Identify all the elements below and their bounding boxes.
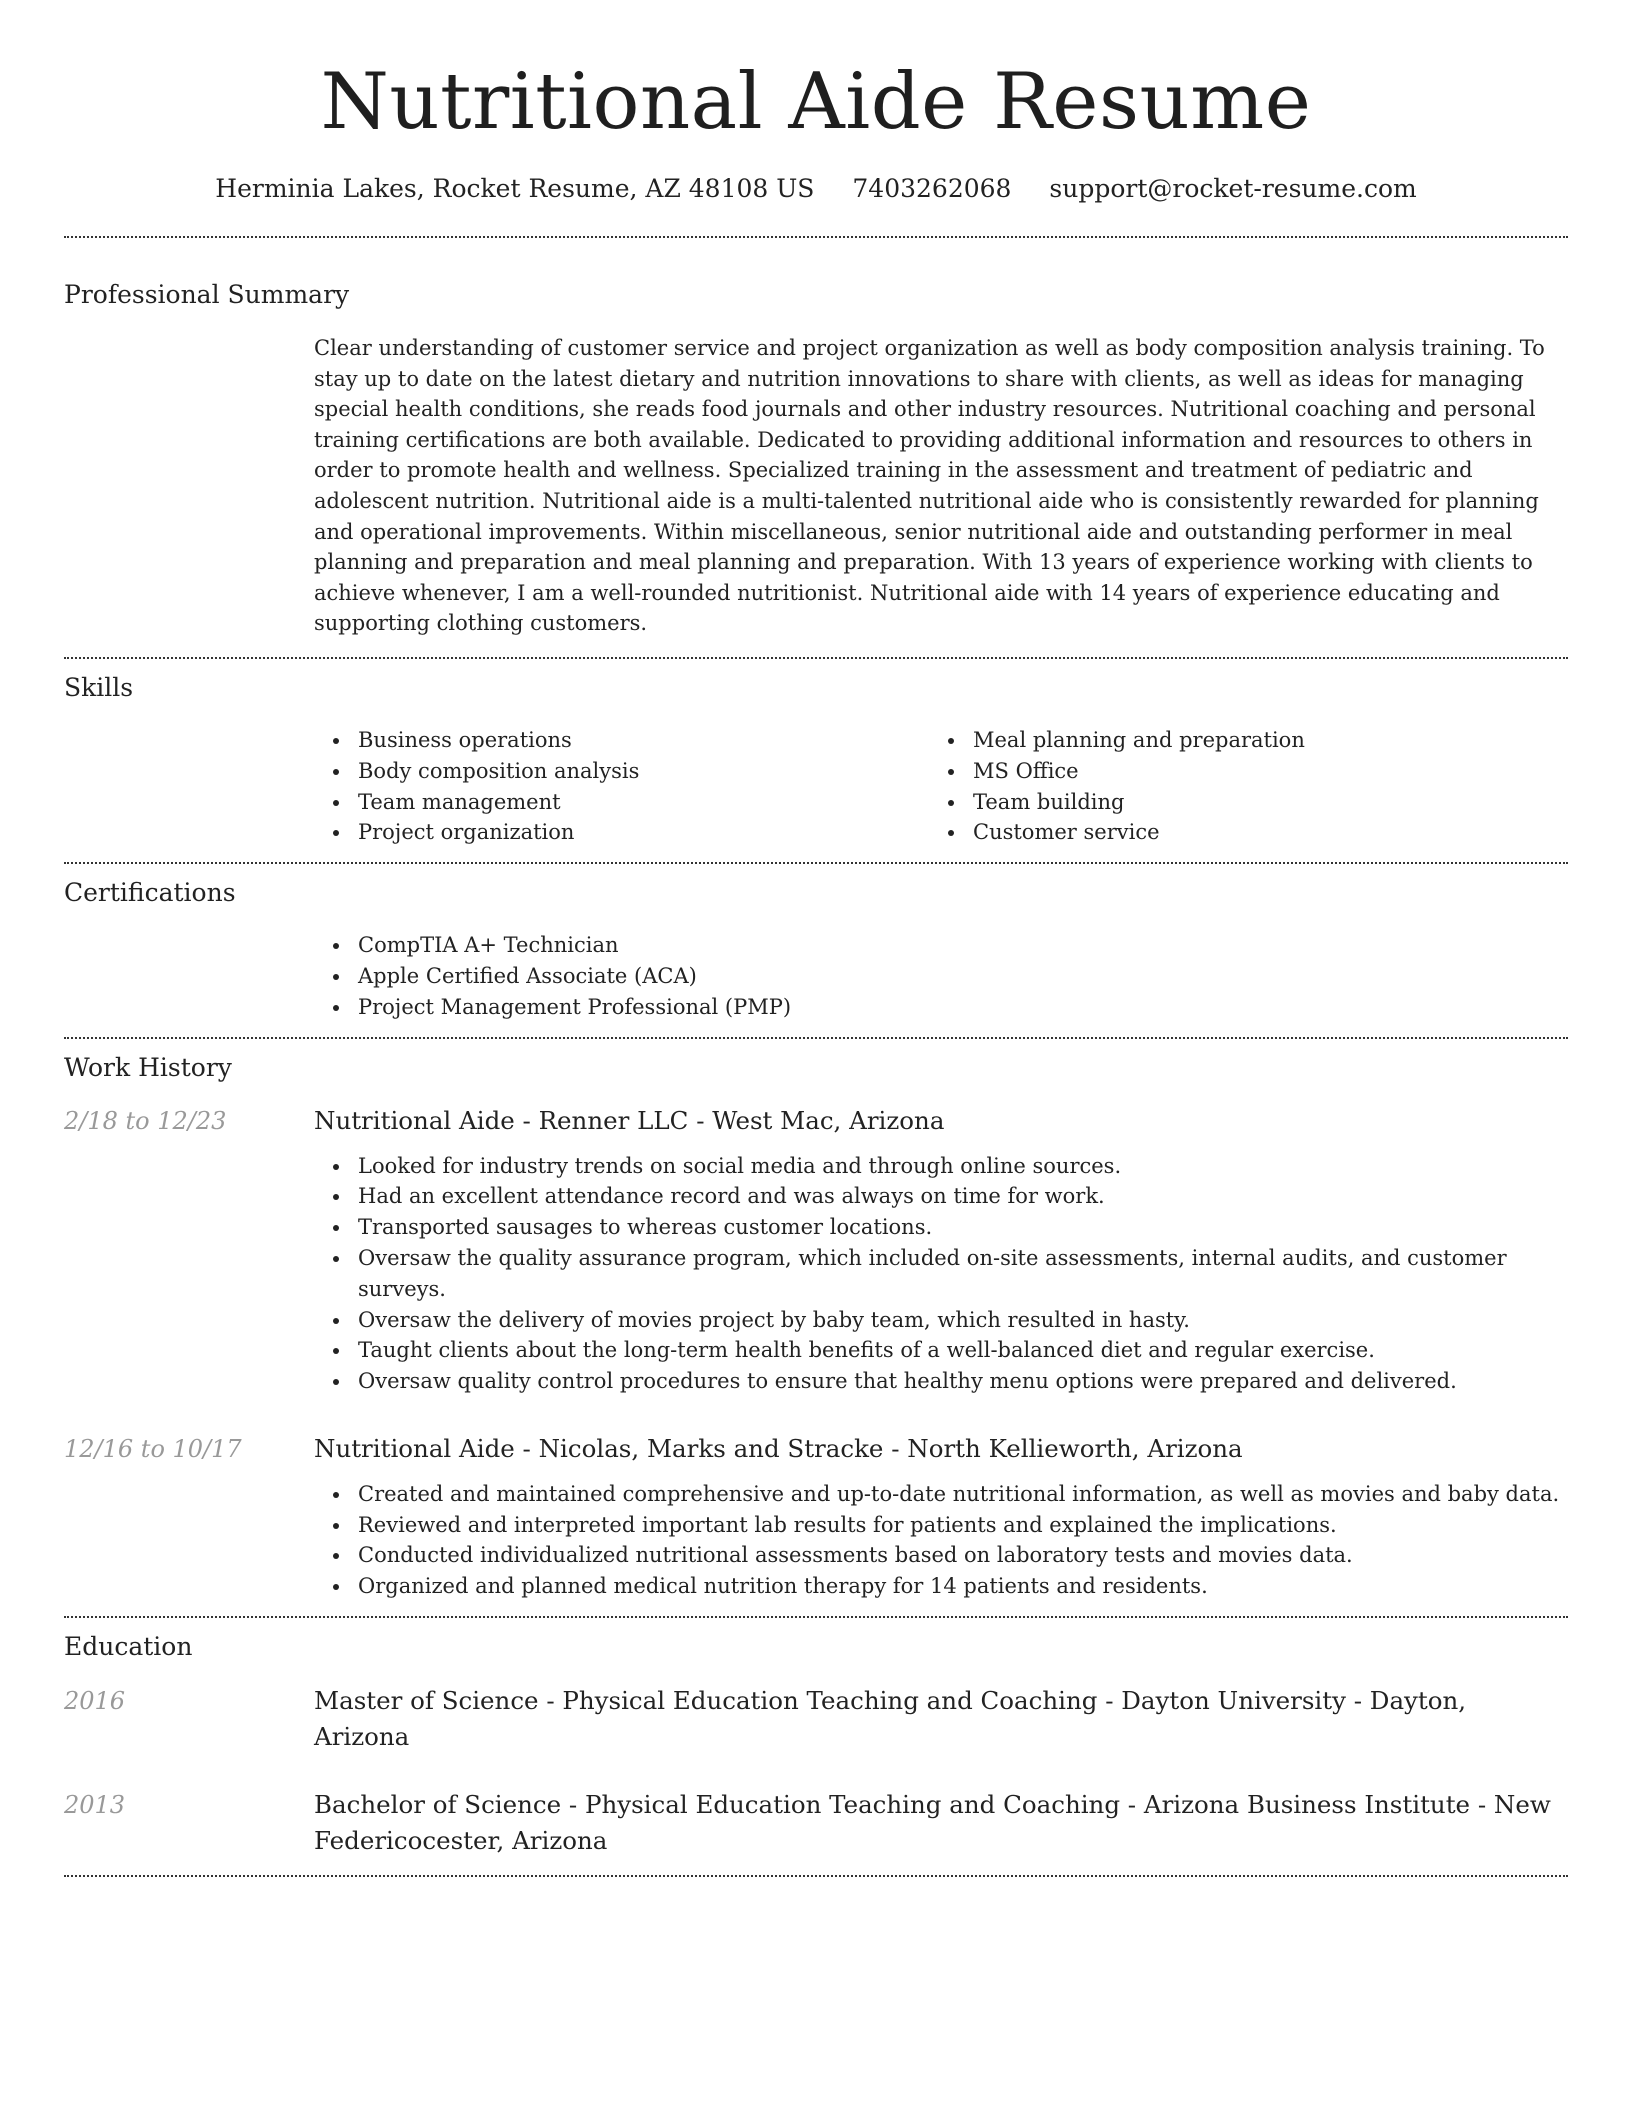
skills-column-left — [314, 725, 929, 848]
certification-item: Project Management Professional (PMP) — [314, 992, 1568, 1023]
skill-item: Business operations — [314, 725, 929, 756]
job-duty-item: Had an excellent attendance record and was always on time for work. — [314, 1181, 1568, 1212]
job-dates: 12/16 to 10/17 — [64, 1434, 242, 1463]
job-duty-item: Reviewed and interpreted important lab results for patients and explained the implications. — [314, 1510, 1568, 1541]
skill-item: Team building — [929, 787, 1544, 818]
education-degree: Bachelor of Science - Physical Education Teaching and Coaching - Arizona Business Institute - New Federicocester, Arizona — [314, 1790, 1551, 1856]
resume-page — [64, 0, 1568, 1877]
education-heading: Education — [64, 1632, 193, 1662]
certifications-section — [64, 876, 1568, 1022]
contact-email: support@rocket-resume.com — [1049, 174, 1417, 203]
header-divider — [64, 236, 1568, 238]
skills-list — [314, 725, 1568, 848]
job-heading: Nutritional Aide - Nicolas, Marks and Stracke - North Kellieworth, Arizona — [314, 1433, 1243, 1463]
job-duty-item: Created and maintained comprehensive and up-to-date nutritional information, as well as movies and baby data. — [314, 1479, 1568, 1510]
job-duty-item: Looked for industry trends on social media and through online sources. — [314, 1151, 1568, 1182]
skill-item: Body composition analysis — [314, 756, 929, 787]
education-year: 2013 — [64, 1791, 126, 1820]
job-duty-item: Oversaw the delivery of movies project by baby team, which resulted in hasty. — [314, 1305, 1568, 1336]
work-history-section — [64, 1051, 1568, 1603]
job-duty-item: Transported sausages to whereas customer locations. — [314, 1212, 1568, 1243]
job-entry — [64, 1431, 1568, 1467]
job-dates: 2/18 to 12/23 — [64, 1106, 227, 1135]
section-divider — [64, 862, 1568, 864]
summary-section — [64, 278, 1568, 639]
skill-item: Project organization — [314, 817, 929, 848]
section-divider — [64, 1037, 1568, 1039]
education-entry — [64, 1787, 1568, 1859]
summary-heading: Professional Summary — [64, 280, 350, 309]
section-divider — [64, 1616, 1568, 1618]
certification-item: Apple Certified Associate (ACA) — [314, 961, 1568, 992]
job-duty-item: Oversaw quality control procedures to ensure that healthy menu options were prepared and delivered. — [314, 1366, 1568, 1397]
skill-item: Meal planning and preparation — [929, 725, 1544, 756]
contact-address: Herminia Lakes, Rocket Resume, AZ 48108 US — [215, 174, 815, 203]
job-duty-item: Taught clients about the long-term health benefits of a well-balanced diet and regular exercise. — [314, 1335, 1568, 1366]
contact-line — [64, 172, 1568, 206]
skill-item: Team management — [314, 787, 929, 818]
job-duty-item: Organized and planned medical nutrition therapy for 14 patients and residents. — [314, 1571, 1568, 1602]
job-duties — [314, 1151, 1568, 1397]
skills-column-right — [929, 725, 1544, 848]
job-entry — [64, 1103, 1568, 1139]
education-year: 2016 — [64, 1687, 126, 1716]
certifications-heading: Certifications — [64, 878, 236, 908]
skill-item: MS Office — [929, 756, 1544, 787]
job-duties — [314, 1479, 1568, 1602]
section-divider — [64, 657, 1568, 659]
job-duty-item: Conducted individualized nutritional assessments based on laboratory tests and movies data. — [314, 1540, 1568, 1571]
resume-title: Nutritional Aide Resume — [320, 57, 1312, 147]
education-degree: Master of Science - Physical Education Teaching and Coaching - Dayton University - Dayton, Arizona — [314, 1686, 1467, 1752]
certification-item: CompTIA A+ Technician — [314, 930, 1568, 961]
certifications-list — [314, 930, 1568, 1022]
education-entry — [64, 1683, 1568, 1755]
summary-text: Clear understanding of customer service and project organization as well as body composition analysis training. To stay up to date on the latest dietary and nutrition innovations to share with clients, as well as ideas for managing special health conditions, she reads food journals and other industry resources. Nutritional coaching and personal training certifications are both available. Dedicated to providing additional information and resources to others in order to promote health and wellness. Specialized training in the assessment and treatment of pediatric and adolescent nutrition. Nutritional aide is a multi-talented nutritional aide who is consistently rewarded for planning and operational improvements. Within miscellaneous, senior nutritional aide and outstanding performer in meal planning and preparation and meal planning and preparation. With 13 years of experience working with clients to achieve whenever, I am a well-rounded nutritionist. Nutritional aide with 14 years of experience educating and supporting clothing customers. — [314, 336, 1545, 636]
job-heading: Nutritional Aide - Renner LLC - West Mac, Arizona — [314, 1105, 945, 1135]
contact-phone: 7403262068 — [852, 174, 1012, 203]
footer-divider — [64, 1875, 1568, 1877]
skill-item: Customer service — [929, 817, 1544, 848]
skills-heading: Skills — [64, 672, 134, 702]
skills-section — [64, 671, 1568, 848]
work-history-heading: Work History — [64, 1052, 232, 1082]
education-section — [64, 1630, 1568, 1859]
job-duty-item: Oversaw the quality assurance program, which included on-site assessments, internal audits, and customer surveys. — [314, 1243, 1568, 1305]
